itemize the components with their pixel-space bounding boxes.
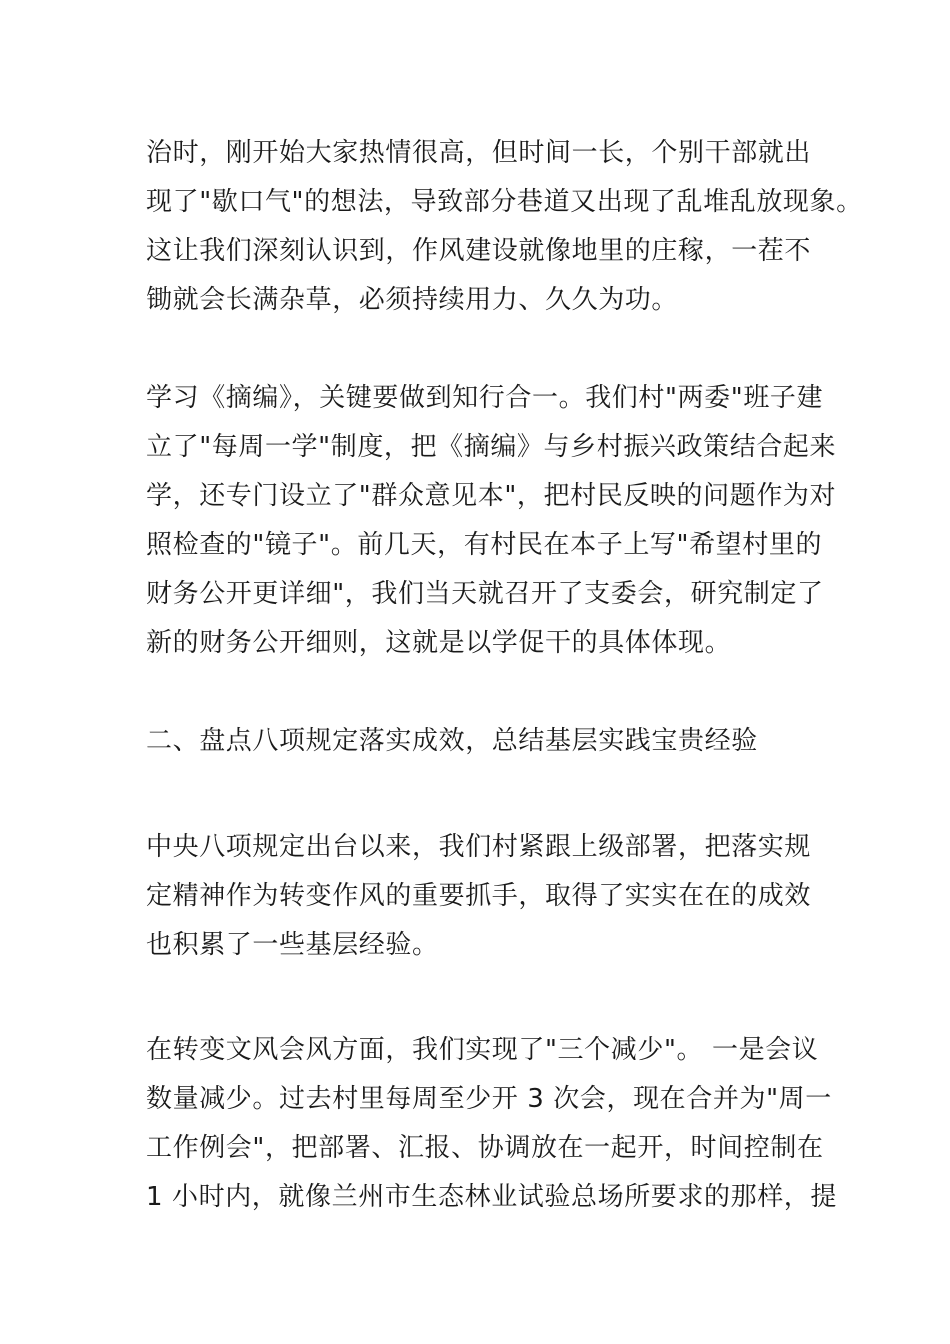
text-line: 新的财务公开细则，这就是以学促干的具体体现。 <box>146 628 732 658</box>
text-line: 也积累了一些基层经验。 <box>146 930 439 960</box>
text-line: 这让我们深刻认识到，作风建设就像地里的庄稼，一茬不 <box>146 236 812 266</box>
text-line: 锄就会长满杂草，必须持续用力、久久为功。 <box>146 285 679 315</box>
text-line: 定精神作为转变作风的重要抓手，取得了实实在在的成效 <box>146 881 812 911</box>
text-line: 现了"歇口气"的想法，导致部分巷道又出现了乱堆乱放现象。 <box>146 187 863 217</box>
text-line: 工作例会"，把部署、汇报、协调放在一起开，时间控制在 <box>146 1133 824 1163</box>
text-line: 照检查的"镜子"。前几天，有村民在本子上写"希望村里的 <box>146 530 823 560</box>
heading-text: 二、盘点八项规定落实成效，总结基层实践宝贵经验 <box>146 726 758 756</box>
text-line: 1 小时内，就像兰州市生态林业试验总场所要求的那样，提 <box>146 1182 838 1212</box>
text-line: 学，还专门设立了"群众意见本"，把村民反映的问题作为对 <box>146 481 837 511</box>
text-line: 数量减少。过去村里每周至少开 3 次会，现在合并为"周一 <box>146 1084 832 1114</box>
text-line: 财务公开更详细"，我们当天就召开了支委会，研究制定了 <box>146 579 824 609</box>
text-line: 立了"每周一学"制度，把《摘编》与乡村振兴政策结合起来 <box>146 432 837 462</box>
text-line: 中央八项规定出台以来，我们村紧跟上级部署，把落实规 <box>146 832 812 862</box>
text-line: 治时，刚开始大家热情很高，但时间一长，个别干部就出 <box>146 138 812 168</box>
text-line: 在转变文风会风方面，我们实现了"三个减少"。 一是会议 <box>146 1035 819 1065</box>
text-line: 学习《摘编》，关键要做到知行合一。我们村"两委"班子建 <box>146 383 824 413</box>
